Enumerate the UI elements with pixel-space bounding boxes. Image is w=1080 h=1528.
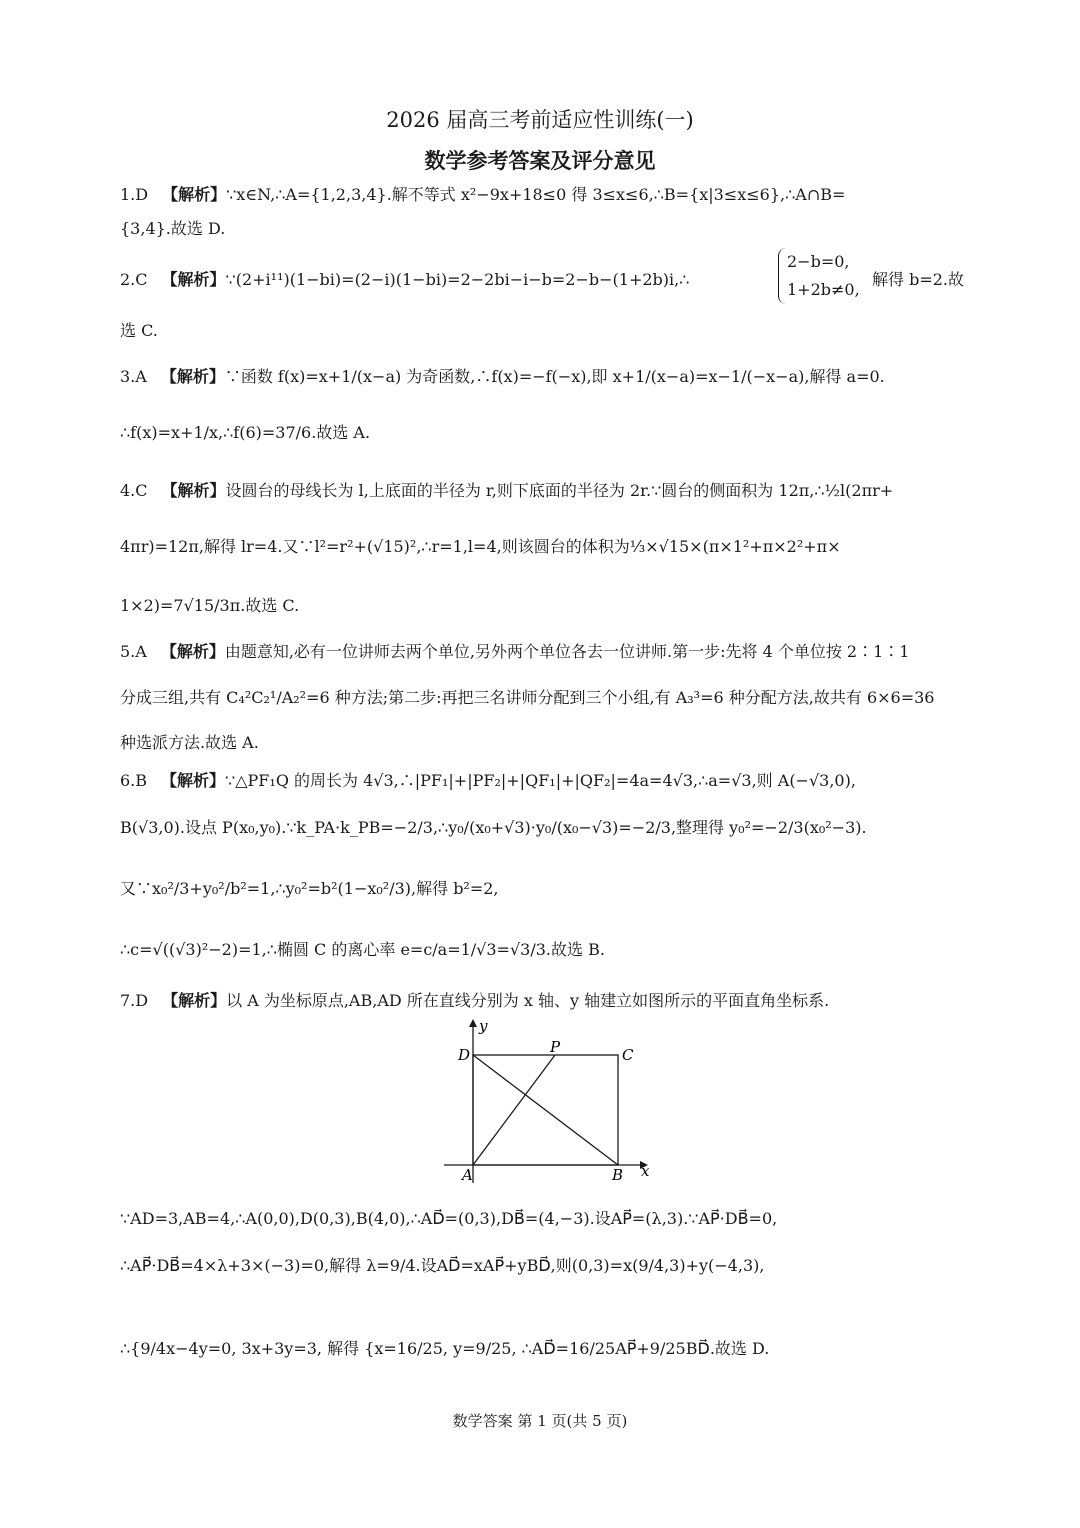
label-y: y — [479, 1017, 488, 1035]
q1-line1 — [120, 182, 845, 205]
label-a: A — [462, 1166, 473, 1184]
q2-system — [778, 248, 860, 304]
q6-line3: 又∵x₀²/3+y₀²/b²=1,∴y₀²=b²(1−x₀²/3),解得 b²=2, — [120, 879, 499, 898]
q5-line2: 分成三组,共有 C₄²C₂¹/A₂²=6 种方法;第二步:再把三名讲师分配到三个小组,有 A₃³=6 种分配方法,故共有 6×6=36 — [120, 688, 935, 707]
q4-number: 4.C — [120, 481, 148, 500]
q2-line2: 选 C. — [120, 321, 158, 340]
q2-number: 2.C — [120, 270, 148, 289]
q1-number: 1.D — [120, 185, 149, 204]
q3-number: 3.A — [120, 367, 147, 386]
q6-line2: B(√3,0).设点 P(x₀,y₀).∵k_PA·k_PB=−2/3,∴y₀/(x₀+√3)·y₀/(x₀−√3)=−2/3,整理得 y₀²=−2/3(x₀²−3). — [120, 818, 867, 837]
q1-tag: 【解析】 — [162, 185, 227, 204]
q2-text1: ∵(2+i¹¹)(1−bi)=(2−i)(1−bi)=2−2bi−i−b=2−b−(1+2b)i,∴ — [225, 270, 690, 289]
q5-tag: 【解析】 — [160, 642, 225, 661]
q6-line4: ∴c=√((√3)²−2)=1,∴椭圆 C 的离心率 e=c/a=1/√3=√3/3.故选 B. — [120, 940, 605, 959]
q3-line2: ∴f(x)=x+1/x,∴f(6)=37/6.故选 A. — [120, 423, 371, 442]
q7-line3: ∴AP⃗·DB⃗=4×λ+3×(−3)=0,解得 λ=9/4.设AD⃗=xAP⃗+yBD⃗,则(0,3)=x(9/4,3)+y(−4,3), — [120, 1256, 765, 1275]
q7-figure — [440, 1015, 680, 1185]
q5-line3: 种选派方法.故选 A. — [120, 733, 259, 752]
q7-number: 7.D — [120, 991, 149, 1010]
q1-text1: ∵x∈N,∴A={1,2,3,4}.解不等式 x²−9x+18≤0 得 3≤x≤6,∴B={x|3≤x≤6},∴A∩B= — [226, 185, 846, 204]
page-footer: 数学答案 第 1 页(共 5 页) — [452, 1412, 628, 1430]
page-title: 2026 届高三考前适应性训练(一) — [386, 108, 694, 132]
q2-tag: 【解析】 — [161, 270, 226, 289]
label-x: x — [641, 1162, 650, 1180]
q4-text1: 设圆台的母线长为 l,上底面的半径为 r,则下底面的半径为 2r.∵圆台的侧面积为 12π,∴½l(2πr+ — [225, 481, 894, 500]
y-axis-arrow — [469, 1019, 477, 1027]
label-d: D — [458, 1046, 471, 1064]
q7-line4: ∴{9/4x−4y=0, 3x+3y=3, 解得 {x=16/25, y=9/25, ∴AD⃗=16/25AP⃗+9/25BD⃗.故选 D. — [120, 1339, 770, 1358]
q6-line1 — [120, 768, 856, 791]
q3-text1: ∵函数 f(x)=x+1/(x−a) 为奇函数,∴f(x)=−f(−x),即 x+1/(x−a)=x−1/(−x−a),解得 a=0. — [224, 367, 885, 386]
segment-db — [473, 1055, 618, 1165]
q6-tag: 【解析】 — [161, 771, 226, 790]
q4-line1 — [120, 478, 893, 501]
q2-line1 — [120, 267, 689, 290]
label-c: C — [622, 1046, 634, 1064]
label-b: B — [612, 1166, 624, 1184]
q4-tag: 【解析】 — [161, 481, 226, 500]
q1-line2: {3,4}.故选 D. — [120, 219, 226, 238]
page-subtitle: 数学参考答案及评分意见 — [424, 149, 656, 173]
label-p: P — [550, 1038, 561, 1056]
q7-tag: 【解析】 — [162, 991, 227, 1010]
q6-text1: ∵△PF₁Q 的周长为 4√3,∴|PF₁|+|PF₂|+|QF₁|+|QF₂|=4a=4√3,∴a=√3,则 A(−√3,0), — [225, 771, 856, 790]
q3-line1 — [120, 364, 885, 387]
q2-sys-eq1: 2−b=0, — [787, 252, 850, 271]
q5-text1: 由题意知,必有一位讲师去两个单位,另外两个单位各去一位讲师.第一步:先将 4 个单位按 2∶1∶1 — [224, 642, 910, 661]
q3-tag: 【解析】 — [160, 367, 225, 386]
q7-line1 — [120, 988, 829, 1011]
q5-number: 5.A — [120, 642, 147, 661]
q6-number: 6.B — [120, 771, 148, 790]
segment-ap — [473, 1055, 555, 1165]
q7-line2: ∵AD=3,AB=4,∴A(0,0),D(0,3),B(4,0),∴AD⃗=(0,3),DB⃗=(4,−3).设AP⃗=(λ,3).∵AP⃗·DB⃗=0, — [120, 1209, 778, 1228]
q2-tail: 解得 b=2.故 — [872, 270, 965, 289]
q4-line2: 4πr)=12π,解得 lr=4.又∵l²=r²+(√15)²,∴r=1,l=4,则该圆台的体积为⅓×√15×(π×1²+π×2²+π× — [120, 537, 841, 556]
q2-sys-eq2: 1+2b≠0, — [787, 280, 860, 299]
q5-line1 — [120, 639, 909, 662]
q7-text1: 以 A 为坐标原点,AB,AD 所在直线分别为 x 轴、y 轴建立如图所示的平面直角坐标系. — [226, 991, 830, 1010]
q4-line3: 1×2)=7√15/3π.故选 C. — [120, 596, 300, 615]
